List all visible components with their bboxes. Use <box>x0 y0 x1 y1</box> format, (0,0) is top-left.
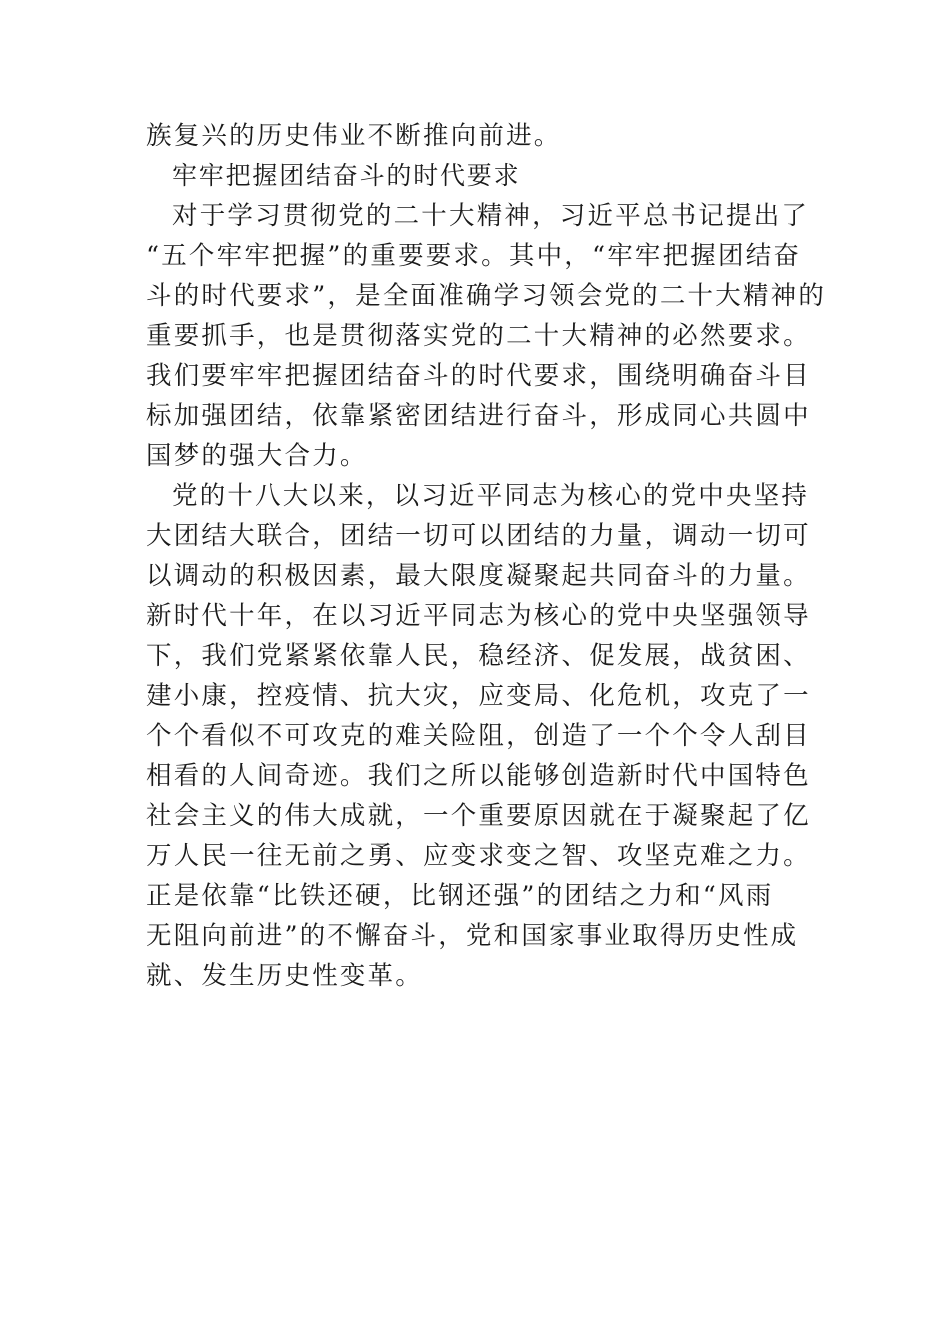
text-line: 个个看似不可攻克的难关险阻，创造了一个个令人刮目 <box>146 721 811 751</box>
text-line: 对于学习贯彻党的二十大精神，习近平总书记提出了 <box>172 201 810 231</box>
text-line: “五个牢牢把握”的重要要求。其中，“牢牢把握团结奋 <box>146 241 802 271</box>
text-line: 大团结大联合，团结一切可以团结的力量，调动一切可 <box>146 521 811 551</box>
text-line: 党的十八大以来，以习近平同志为核心的党中央坚持 <box>172 481 810 511</box>
text-line: 无阻向前进”的不懈奋斗，党和国家事业取得历史性成 <box>146 921 799 951</box>
text-line: 相看的人间奇迹。我们之所以能够创造新时代中国特色 <box>146 761 811 791</box>
paragraph-1 <box>146 196 827 476</box>
text-line: 建小康，控疫情、抗大灾，应变局、化危机，攻克了一 <box>146 681 811 711</box>
text-line: 以调动的积极因素，最大限度凝聚起共同奋斗的力量。 <box>146 561 811 591</box>
document-page <box>146 116 827 996</box>
text-line: 斗的时代要求”，是全面准确学习领会党的二十大精神的 <box>146 281 827 311</box>
text-line: 就、发生历史性变革。 <box>146 961 424 991</box>
text-line: 标加强团结，依靠紧密团结进行奋斗，形成同心共圆中 <box>146 401 811 431</box>
paragraph-2 <box>146 476 811 996</box>
section-heading: 牢牢把握团结奋斗的时代要求 <box>172 161 521 190</box>
text-line: 重要抓手，也是贯彻落实党的二十大精神的必然要求。 <box>146 321 811 351</box>
text-line: 社会主义的伟大成就，一个重要原因就在于凝聚起了亿 <box>146 801 811 831</box>
text-line: 万人民一往无前之勇、应变求变之智、攻坚克难之力。 <box>146 841 811 871</box>
text-line: 国梦的强大合力。 <box>146 441 368 471</box>
continuation-paragraph <box>146 116 806 156</box>
text-line: 下，我们党紧紧依靠人民，稳经济、促发展，战贫困、 <box>146 641 811 671</box>
text-line: 新时代十年，在以习近平同志为核心的党中央坚强领导 <box>146 601 811 631</box>
text-line: 正是依靠“比铁还硬，比钢还强”的团结之力和“风雨 <box>146 881 774 911</box>
text-line: 我们要牢牢把握团结奋斗的时代要求，围绕明确奋斗目 <box>146 361 811 391</box>
text-line: 族复兴的历史伟业不断推向前进。 <box>146 121 562 151</box>
